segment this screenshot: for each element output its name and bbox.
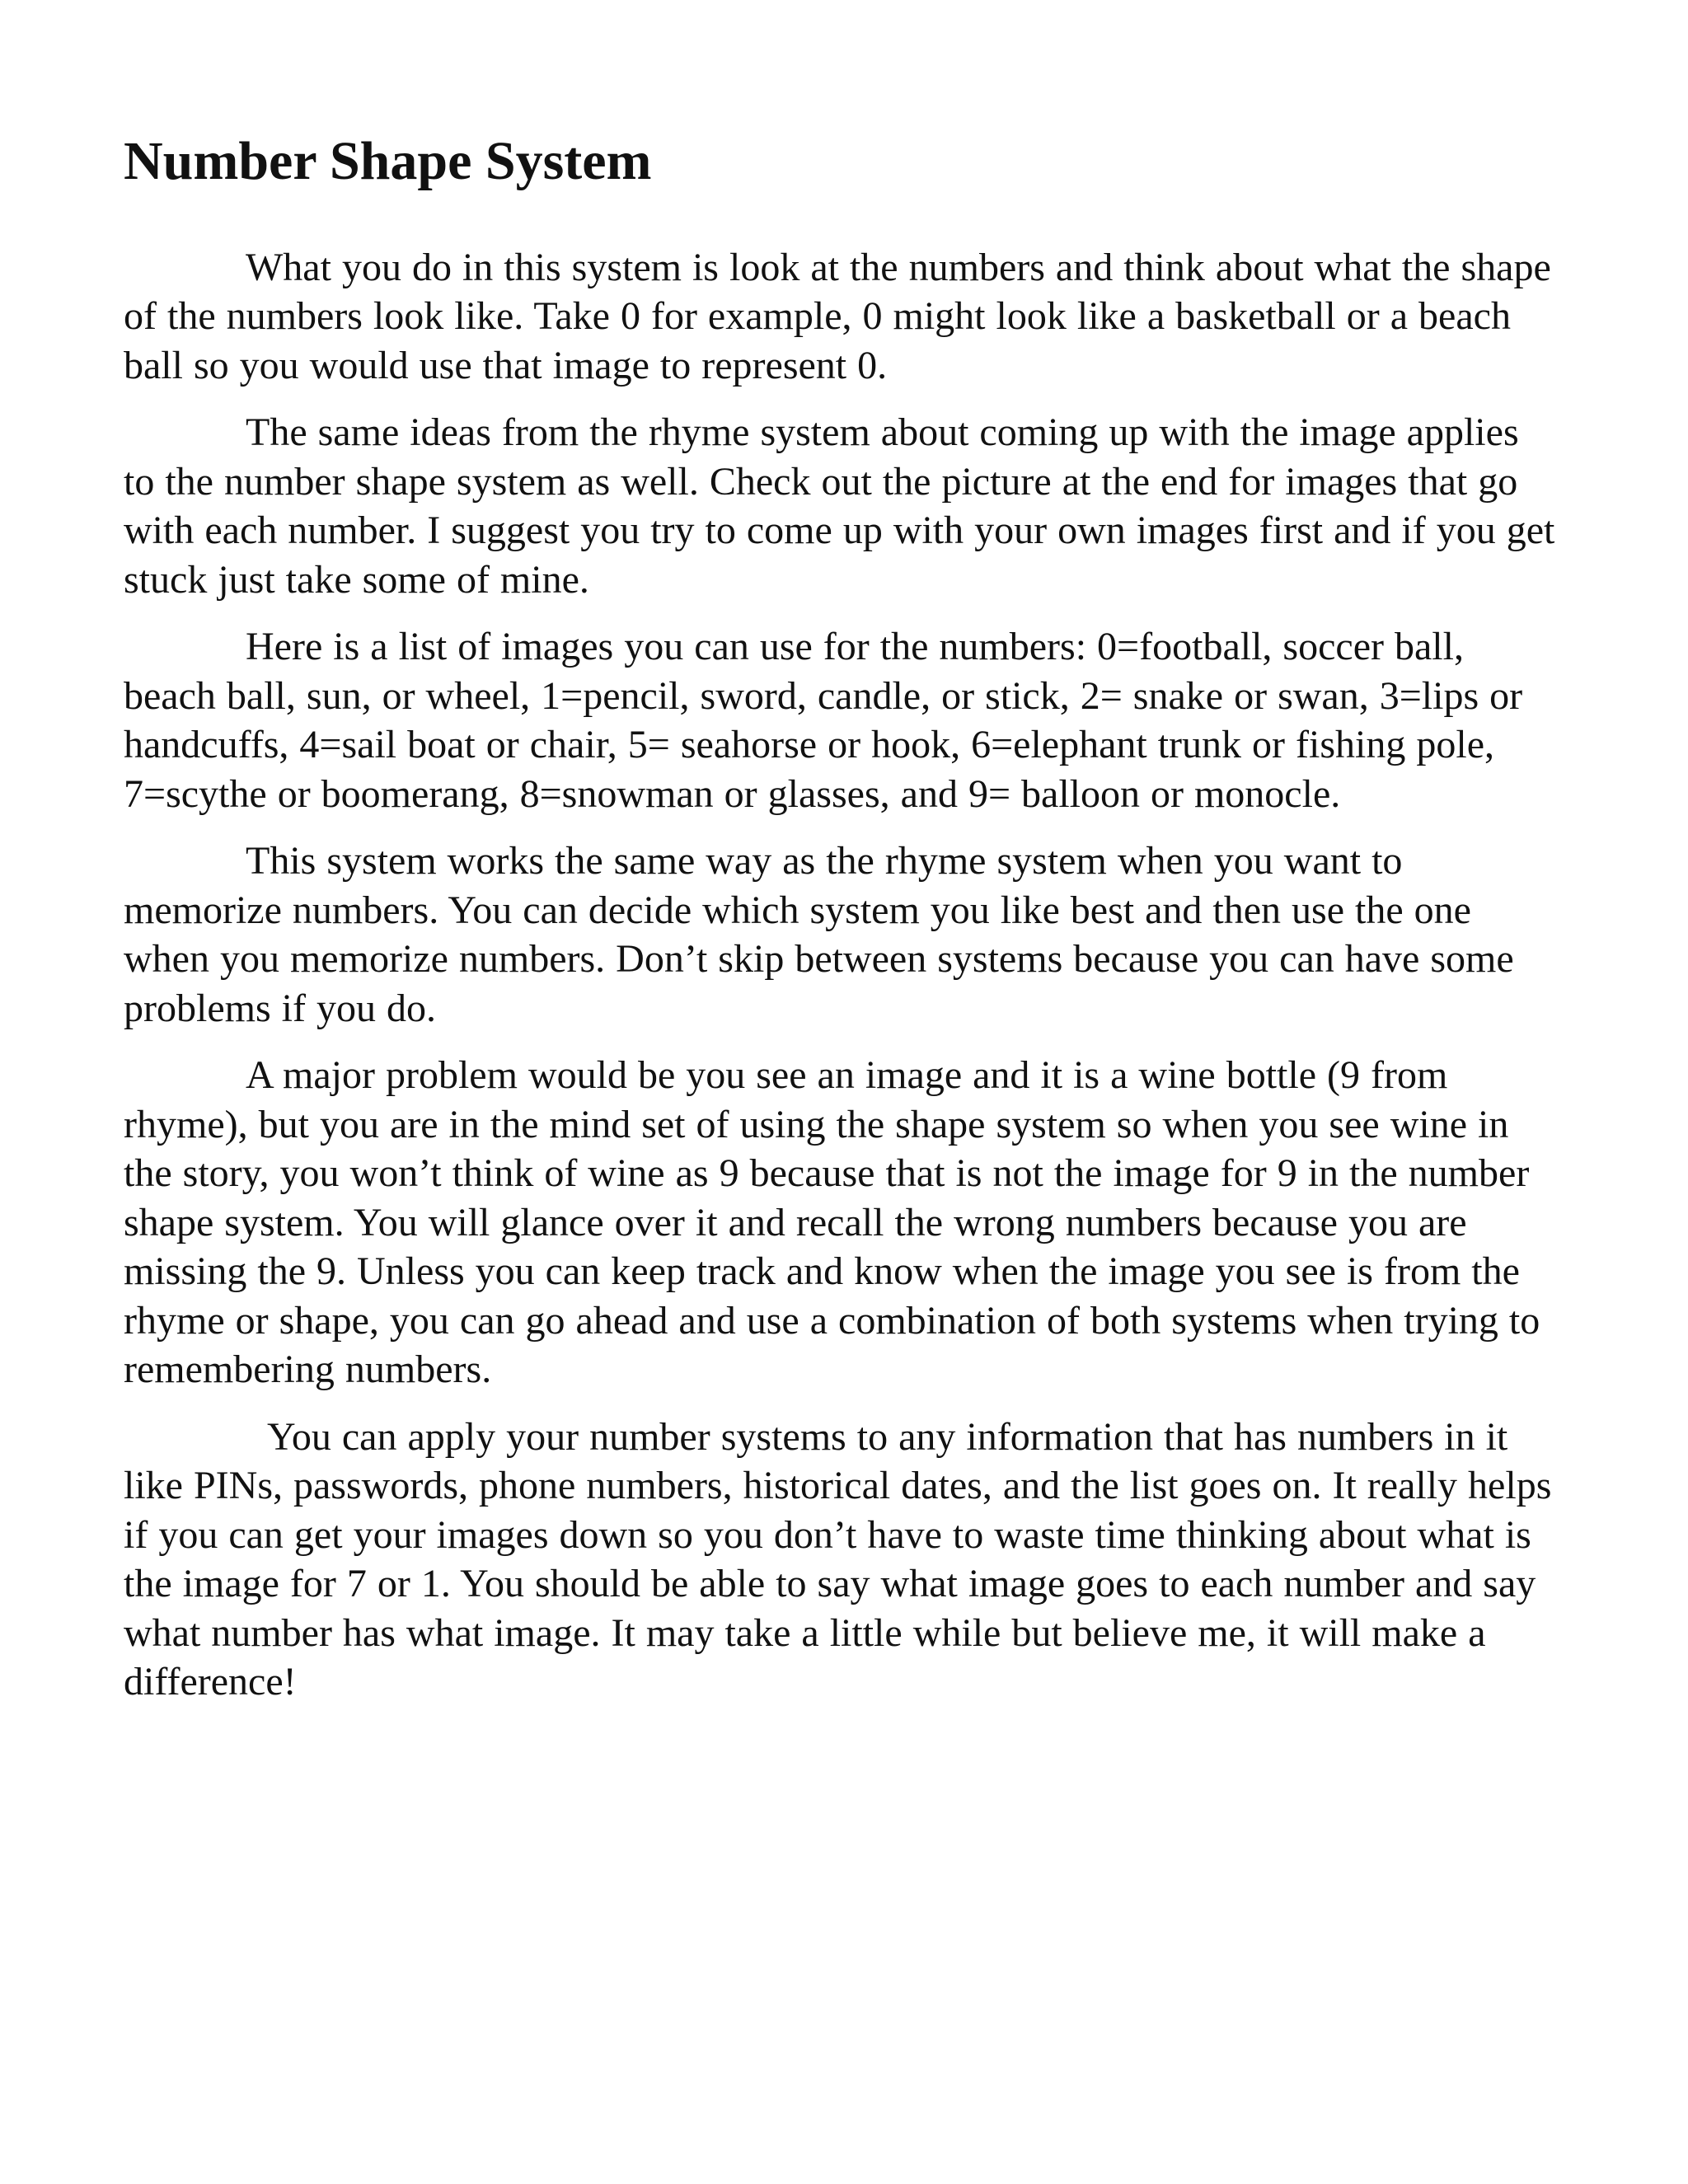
paragraph-intro: What you do in this system is look at the numbers and think about what the shape of the numbers look like. Take 0 for example, 0 might look like a basketball or a beach ball so you would use that image to represent 0.: [124, 245, 1551, 387]
paragraph-memorize: This system works the same way as the rhyme system when you want to memorize numbers. You can decide which system you like best and then use the one when you memorize numbers. Don’t skip between systems because you can have some problems if you do.: [124, 839, 1514, 1030]
paragraph-image-list: Here is a list of images you can use for the numbers: 0=football, soccer ball, beach ball, sun, or wheel, 1=pencil, sword, candle, or stick, 2= snake or swan, 3=lips or handcuffs, 4=sail boat or chair, 5= seahorse or hook, 6=elephant trunk or fishing pole, 7=scythe or boomerang, 8=snowman or glasses, and 9= balloon or monocle.: [124, 625, 1523, 816]
paragraph-same-ideas: The same ideas from the rhyme system about coming up with the image applies to the number shape system as well. Check out the picture at the end for images that go with each number. I suggest you try to come up with your own images first and if you get stuck just take some of mine.: [124, 410, 1555, 602]
paragraph-major-problem: A major problem would be you see an image and it is a wine bottle (9 from rhyme), but you are in the mind set of using the shape system so when you see wine in the story, you won’t think of wine as 9 because that is not the image for 9 in the number shape system. You will glance over it and recall the wrong numbers because you are missing the 9. Unless you can keep track and know when the image you see is from the rhyme or shape, you can go ahead and use a combination of both systems when trying to remembering numbers.: [124, 1053, 1540, 1392]
paragraph-apply: You can apply your number systems to any information that has numbers in it like PINs, passwords, phone numbers, historical dates, and the list goes on. It really helps if you can get your images down so you don’t have to waste time thinking about what is the image for 7 or 1. You should be able to say what image goes to each number and say what number has what image. It may take a little while but believe me, it will make a difference!: [124, 1414, 1552, 1704]
page-content: [124, 132, 1558, 1725]
page-title: Number Shape System: [124, 131, 652, 191]
